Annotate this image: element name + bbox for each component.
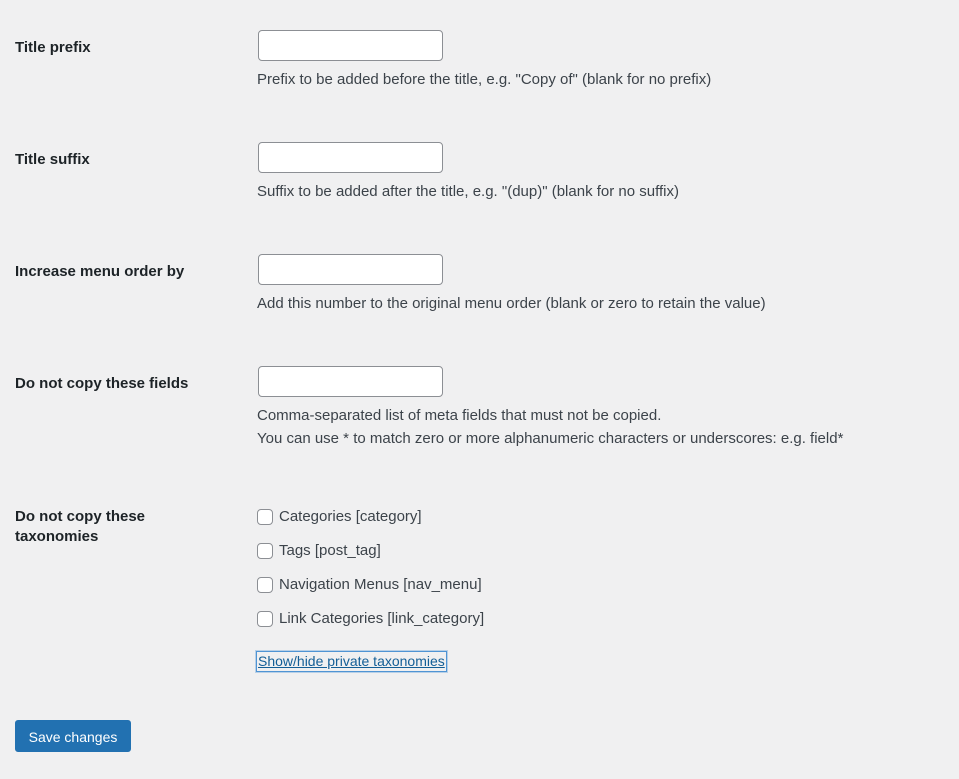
meta-blacklist-field <box>258 366 443 397</box>
menu-order-label: Increase menu order by <box>15 263 185 280</box>
title-suffix-description: Suffix to be added after the title, e.g. "(dup)" (blank for no suffix) <box>257 183 679 200</box>
taxonomy-checkbox-category[interactable] <box>257 509 273 525</box>
meta-blacklist-input[interactable] <box>258 366 443 397</box>
taxonomy-label-category: Categories [category] <box>279 508 422 525</box>
meta-blacklist-description-line2: You can use * to match zero or more alphanumeric characters or underscores: e.g. field* <box>257 430 844 447</box>
taxonomy-item-post-tag[interactable] <box>257 541 381 561</box>
taxonomy-checkbox-link-category[interactable] <box>257 611 273 627</box>
taxonomies-label: Do not copy these taxonomies <box>15 508 146 545</box>
menu-order-field <box>258 254 443 285</box>
title-prefix-field <box>258 30 443 61</box>
title-suffix-field <box>258 142 443 173</box>
save-changes-button[interactable]: Save changes <box>15 720 131 752</box>
taxonomy-checkbox-nav-menu[interactable] <box>257 577 273 593</box>
taxonomy-label-post-tag: Tags [post_tag] <box>279 542 381 559</box>
meta-blacklist-label: Do not copy these fields <box>15 375 189 392</box>
title-prefix-description: Prefix to be added before the title, e.g. "Copy of" (blank for no prefix) <box>257 71 712 88</box>
taxonomy-item-nav-menu[interactable] <box>257 575 482 595</box>
meta-blacklist-description-line1: Comma-separated list of meta fields that must not be copied. <box>257 407 662 424</box>
taxonomy-item-link-category[interactable] <box>257 609 484 629</box>
show-hide-private-taxonomies-link[interactable]: Show/hide private taxonomies <box>256 651 447 672</box>
menu-order-input[interactable] <box>258 254 443 285</box>
title-prefix-input[interactable] <box>258 30 443 61</box>
taxonomy-item-category[interactable] <box>257 507 422 527</box>
title-suffix-label: Title suffix <box>15 151 90 168</box>
title-suffix-input[interactable] <box>258 142 443 173</box>
title-prefix-label: Title prefix <box>15 39 91 56</box>
taxonomy-label-nav-menu: Navigation Menus [nav_menu] <box>279 576 482 593</box>
taxonomy-checkbox-post-tag[interactable] <box>257 543 273 559</box>
menu-order-description: Add this number to the original menu order (blank or zero to retain the value) <box>257 295 766 312</box>
taxonomy-label-link-category: Link Categories [link_category] <box>279 610 485 627</box>
